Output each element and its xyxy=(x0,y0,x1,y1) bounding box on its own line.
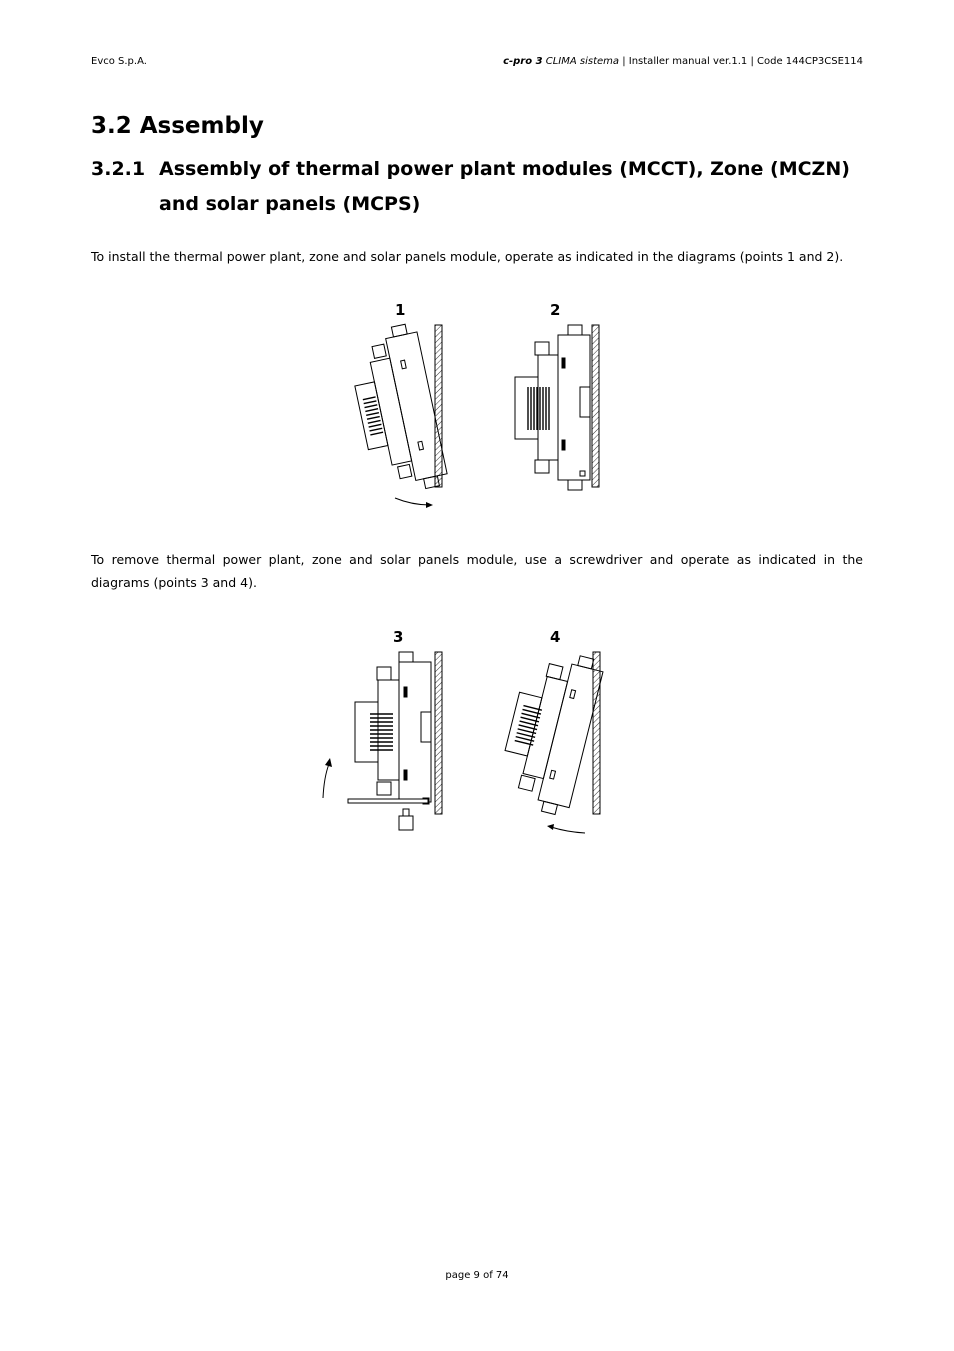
rotate-arrow-4 xyxy=(551,827,585,833)
module-tilted-4 xyxy=(493,644,605,818)
remove-paragraph: To remove thermal power plant, zone and solar panels module, use a screwdriver and operate as indicated in the diagrams (points 3 and 4). xyxy=(91,552,863,590)
module-mounted-3 xyxy=(355,652,431,804)
arrow-head-3 xyxy=(325,758,332,767)
din-rail-wall-2 xyxy=(592,325,599,487)
subsection-number: 3.2.1 xyxy=(91,158,146,180)
arrow-head-1 xyxy=(426,502,433,508)
subsection-title-line1: Assembly of thermal power plant modules (MCCT), Zone (MCZN) xyxy=(159,158,850,180)
header-manual-info xyxy=(503,56,863,67)
subsection-title xyxy=(91,152,871,222)
module-tilted-1 xyxy=(344,322,449,498)
header-company: Evco S.p.A. xyxy=(91,56,147,67)
removal-diagram xyxy=(315,622,615,847)
page-number: page 9 of 74 xyxy=(445,1270,509,1281)
install-diagram xyxy=(330,295,620,520)
install-paragraph: To install the thermal power plant, zone and solar panels module, operate as indicated in the diagrams (points 1 and 2). xyxy=(91,249,844,264)
header-manual-details: | Installer manual ver.1.1 | Code 144CP3CSE114 xyxy=(622,56,863,67)
step-1-label: 1 xyxy=(395,301,406,319)
step-4-label: 4 xyxy=(550,628,561,646)
rotate-arrow-1 xyxy=(395,498,430,505)
module-mounted-2 xyxy=(515,325,590,490)
header-product-bold: c-pro 3 xyxy=(503,56,543,67)
clip xyxy=(399,809,413,830)
subsection-title-line2: and solar panels (MCPS) xyxy=(159,193,421,215)
lever-arrow-3 xyxy=(323,764,329,798)
screwdriver xyxy=(348,799,428,803)
arrow-head-4 xyxy=(547,824,554,830)
din-rail-wall-4 xyxy=(593,652,600,814)
header-product-italic: CLIMA sistema xyxy=(545,56,620,67)
din-rail-wall-3 xyxy=(435,652,442,814)
section-title: 3.2 Assembly xyxy=(91,113,264,139)
step-3-label: 3 xyxy=(393,628,404,646)
step-2-label: 2 xyxy=(550,301,561,319)
din-rail-wall-1 xyxy=(435,325,442,487)
